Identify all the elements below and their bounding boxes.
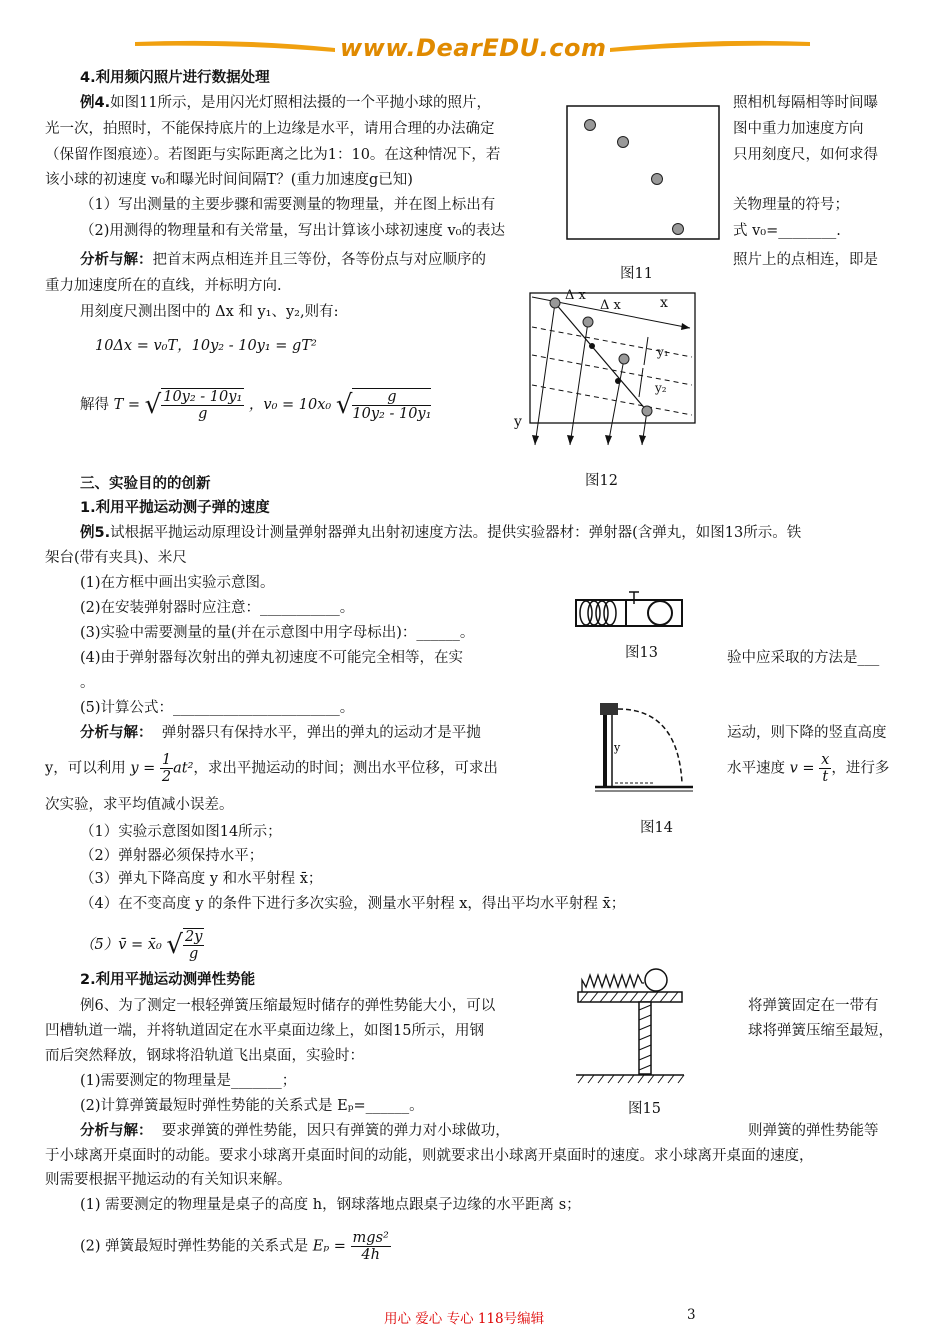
text-line: 凹槽轨道一端，并将轨道固定在水平桌面边缘上，如图15所示，用钢 [45,1023,484,1039]
denominator: g [189,946,199,962]
fraction [351,1230,391,1263]
equation-part: Eₚ = [312,1238,346,1255]
denominator: t [822,769,829,785]
label-x-axis: x [660,295,668,311]
example-label: 例4. [80,95,111,111]
answer-equation [80,928,204,962]
numerator: g [352,389,431,406]
text-part: 水平速度 [727,760,785,777]
text-line: 例6、为了测定一根轻弹簧压缩最短时储存的弹性势能大小，可以 [80,998,496,1014]
figure-14 [590,695,700,800]
header-banner [0,34,950,64]
numerator: mgs² [352,1230,389,1246]
header-site-name: www.DearEDU.com [340,34,607,62]
answer-equation [80,1230,391,1263]
question: (2)计算弹簧最短时弹性势能的关系式是 Eₚ=______。 [80,1098,424,1114]
text-line-equation [727,752,889,785]
equation-part: v = [789,760,815,777]
question: (5)计算公式：_______________________。 [80,700,355,716]
answer: （3）弹丸下降高度 y 和水平射程 x̄； [80,871,323,887]
figure-caption: 图13 [625,645,658,661]
text-line: （2)用测得的物理量和有关常量，写出计算该小球初速度 v₀的表达 [80,223,505,239]
page-number: 3 [687,1307,696,1323]
text-line: 次实验，求平均值减小误差。 [45,797,234,813]
analysis-label: 分析与解： [80,725,153,741]
denominator: 2 [161,769,172,785]
question: 。 [80,675,95,691]
text-line: 如图11所示，是用闪光灯照相法摄的一个平抛小球的照片， [110,95,492,111]
text-line: 图中重力加速度方向 [733,121,864,137]
text-line: 试根据平抛运动原理设计测量弹射器弹丸出射初速度方法。提供实验器材：弹射器(含弹丸，如图13所示。铁 [110,525,802,541]
question: (3)实验中需要测量的量(并在示意图中用字母标出)：______。 [80,625,475,641]
answer: （1）实验示意图如图14所示； [80,824,282,840]
text-line: 运动，则下降的竖直高度 [727,725,887,741]
figure-15 [572,965,687,1090]
figure-13 [572,590,687,635]
text-line: 式 v₀=________. [733,223,841,239]
figure-caption: 图14 [640,820,673,836]
text-line: 关物理量的符号； [733,197,849,213]
text-line: 把首末两点相连并且三等份，各等份点与对应顺序的 [152,252,486,268]
equation: 10Δx = v₀T，10y₂ - 10y₁ = gT² [95,338,317,354]
text-line: （1）写出测量的主要步骤和需要测量的物理量，并在图上标出有 [80,197,496,213]
text-line: 只用刻度尺，如何求得 [733,147,878,163]
text-part: ，进行多 [831,760,890,777]
subsection-title: 1.利用平抛运动测子弹的速度 [80,500,270,516]
denominator: 4h [361,1247,380,1263]
fraction [183,928,204,962]
question: 验中应采取的方法是___ [727,650,880,666]
sqrt-icon: √ [144,390,162,420]
equation-part: ，v₀ = 10x₀ [248,397,332,413]
text-line: 架台(带有夹具)、米尺 [45,550,187,566]
analysis-label: 分析与解： [80,1123,153,1139]
text-line: 球将弹簧压缩至最短， [748,1023,893,1039]
footer-text: 用心 爱心 专心 118号编辑 [384,1311,545,1327]
text-line: 而后突然释放，钢球将沿轨道飞出桌面，实验时： [45,1048,364,1064]
label-delta-x: Δ x [565,288,586,303]
fraction [160,752,173,785]
sqrt-icon: √ [335,390,353,420]
text-part: y，可以利用 [45,760,126,777]
figure-caption: 图11 [620,266,653,282]
example-label: 例5. [80,525,111,541]
answer: (1) 需要测定的物理量是桌子的高度 h，钢球落地点跟桌子边缘的水平距离 s； [80,1197,581,1213]
figure-caption: 图15 [628,1101,661,1117]
equation-part: y = [130,760,156,777]
label-y1: y₁ [657,345,669,359]
equation-part: （5）v̄ = x̄₀ [80,937,162,953]
label-y-axis: y [514,414,522,430]
part-title: 三、实验目的的创新 [80,476,211,492]
numerator: 1 [161,752,172,768]
fraction [819,752,831,785]
text-line: 弹射器只有保持水平，弹出的弹丸的运动才是平抛 [161,725,481,741]
text-part: (2) 弹簧最短时弹性势能的关系式是 [80,1238,309,1255]
denominator: 10y₂ - 10y₁ [352,406,432,422]
equation-part: T = [113,397,141,413]
text-part: ，求出平抛运动的时间；测出水平位移，可求出 [193,760,498,777]
numerator: 2y [184,929,203,945]
text-line: 照相机每隔相等时间曝 [733,95,878,111]
text-line: 于小球离开桌面时的动能。要求小球离开桌面时间的动能，则就要求出小球离开桌面时的速度。求小球离开桌面的速度， [45,1148,814,1164]
figure-caption: 图12 [585,473,618,489]
text-line: 则弹簧的弹性势能等 [748,1123,879,1139]
fraction [352,388,431,422]
label-delta-x: Δ x [600,298,621,313]
sqrt-icon: √ [166,930,183,960]
question: (2)在安装弹射器时应注意：___________。 [80,600,355,616]
label-y2: y₂ [655,381,667,395]
text-line: 用刻度尺测出图中的 Δx 和 y₁、y₂,则有: [80,304,339,320]
equation-part: at² [173,760,194,777]
svg-text:y: y [614,741,621,754]
text-label: 解得 [80,397,109,413]
section-title: 4.利用频闪照片进行数据处理 [80,70,270,86]
equation-solution [80,388,431,422]
text-line: 照片上的点相连，即是 [733,252,878,268]
text-line: 将弹簧固定在一带有 [748,998,879,1014]
text-line: 重力加速度所在的直线，并标明方向. [45,278,282,294]
answer: （2）弹射器必须保持水平； [80,848,264,864]
text-line: 要求弹簧的弹性势能，因只有弹簧的弹力对小球做功， [161,1123,510,1139]
numerator: 10y₂ - 10y₁ [163,389,243,405]
text-line: 该小球的初速度 v₀和曝光时间间隔T？(重力加速度g已知) [45,172,413,188]
text-line: （保留作图痕迹）。若图距与实际距离之比为1：10。在这种情况下，若 [45,147,501,163]
subsection-title: 2.利用平抛运动测弹性势能 [80,972,256,988]
analysis-label: 分析与解： [80,252,153,268]
question: (4)由于弹射器每次射出的弹丸初速度不可能完全相等，在实 [80,650,464,666]
figure-11 [566,105,720,240]
answer: （4）在不变高度 y 的条件下进行多次实验，测量水平射程 x，得出平均水平射程 x̄； [80,896,626,912]
denominator: g [198,406,208,422]
text-line: 则需要根据平抛运动的有关知识来解。 [45,1172,292,1188]
text-line-equation [45,752,498,785]
numerator: x [821,752,830,768]
fraction [161,388,244,422]
question: (1)需要测定的物理量是_______； [80,1073,297,1089]
question: (1)在方框中画出实验示意图。 [80,575,275,591]
text-line: 光一次，拍照时，不能保持底片的上边缘是水平，请用合理的办法确定 [45,121,495,137]
